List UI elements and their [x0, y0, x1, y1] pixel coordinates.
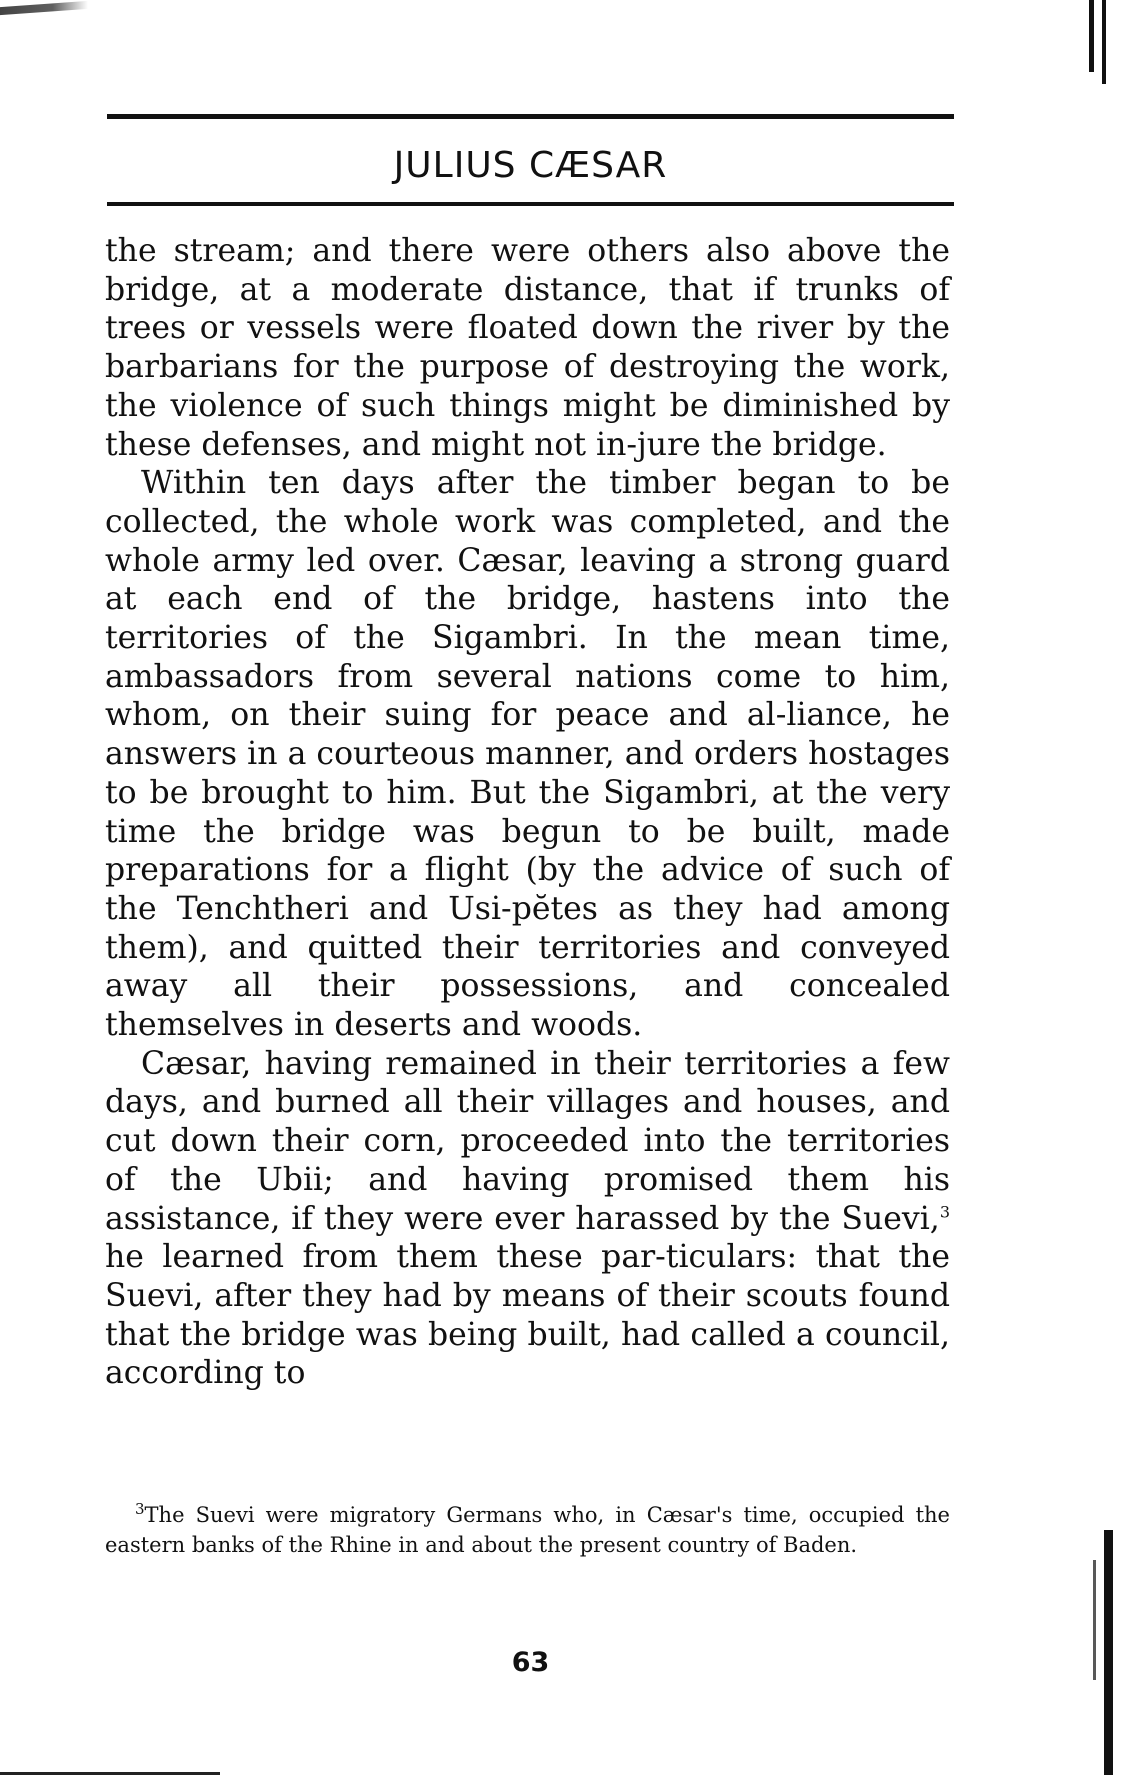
scan-artifact — [1093, 1560, 1096, 1680]
paragraph-text: Cæsar, having remained in their territories a few days, and burned all their villages and houses, and cut down their corn, proceeded into the territories of the Ubii; and having promised them his assistance, if they were ever harassed by the Suevi, — [105, 1045, 950, 1237]
header-rule-top — [107, 114, 954, 119]
paragraph: the stream; and there were others also above the bridge, at a moderate distance, that if trunks of trees or vessels were floated down the river by the barbarians for the purpose of destroying the work, the violence of such things might be diminished by these defenses, and might not in-jure the bridge. — [105, 233, 950, 463]
header-rule-bottom — [107, 202, 954, 206]
footnote-text: The Suevi were migratory Germans who, in Cæsar's time, occupied the eastern banks of the Rhine in and about the present country of Baden. — [105, 1503, 950, 1557]
footnote-marker: 3 — [135, 1500, 145, 1518]
footnote-reference: 3 — [939, 1202, 950, 1222]
scan-artifact — [1089, 0, 1094, 72]
body-text — [105, 232, 950, 1393]
scan-artifact — [0, 1772, 220, 1775]
footnote — [105, 1500, 950, 1560]
scan-artifact — [0, 1, 88, 15]
page-number: 63 — [511, 1647, 550, 1678]
paragraph: Within ten days after the timber began to be collected, the whole work was completed, and the whole army led over. Cæsar, leaving a strong guard at each end of the bridge, hastens into the territories of the Sigambri. In the mean time, ambassadors from several nations come to him, whom, on their suing for peace and al-liance, he answers in a courteous manner, and orders hostages to be brought to him. But the Sigambri, at the very time the bridge was begun to be built, made preparations for a flight (by the advice of such of the Tenchtheri and Usi-pĕtes as they had among them), and quitted their territories and conveyed away all their possessions, and concealed themselves in deserts and woods. — [105, 465, 950, 1044]
scan-artifact — [1104, 1530, 1113, 1775]
paragraph-text: he learned from them these par-ticulars: that the Suevi, after they had by means of their scouts found that the bridge was being built, had called a council, according to — [105, 1239, 950, 1392]
scan-artifact — [1102, 0, 1106, 84]
paragraph — [105, 1045, 950, 1393]
running-head: JULIUS CÆSAR — [393, 145, 668, 186]
